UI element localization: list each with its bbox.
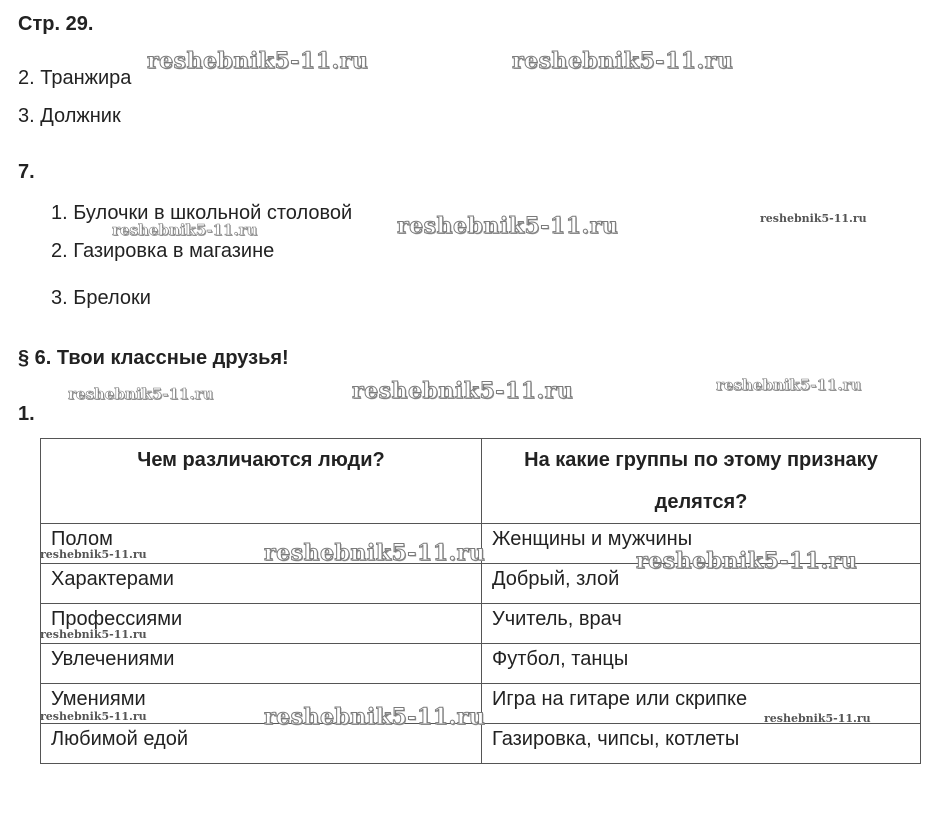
table-cell: Газировка, чипсы, котлеты xyxy=(482,724,921,764)
task-1-label: 1. xyxy=(18,403,35,425)
table-cell: Добрый, злой xyxy=(482,564,921,604)
list-item: 2. Транжира xyxy=(18,67,132,89)
watermark: reshebnik5-11.ru xyxy=(40,710,147,723)
watermark: reshebnik5-11.ru xyxy=(512,48,734,74)
table-cell: Характерами xyxy=(41,564,482,604)
watermark: reshebnik5-11.ru xyxy=(68,385,214,403)
page-heading: Стр. 29. xyxy=(18,13,94,35)
watermark: reshebnik5-11.ru xyxy=(147,48,369,74)
table-row xyxy=(41,724,921,764)
answers-table xyxy=(40,438,921,764)
table-row xyxy=(41,684,921,724)
table-cell: Женщины и мужчины xyxy=(482,524,921,564)
table-header-cell: На какие группы по этому признаку делятся? xyxy=(482,439,921,524)
task-7-item: 3. Брелоки xyxy=(51,287,151,309)
watermark: reshebnik5-11.ru xyxy=(764,712,871,725)
table-row xyxy=(41,604,921,644)
table-row xyxy=(41,564,921,604)
table-cell: Профессиями xyxy=(41,604,482,644)
table-row xyxy=(41,524,921,564)
watermark: reshebnik5-11.ru xyxy=(40,548,147,561)
watermark: reshebnik5-11.ru xyxy=(352,378,574,404)
table-cell: Учитель, врач xyxy=(482,604,921,644)
section-title: § 6. Твои классные друзья! xyxy=(18,347,289,369)
list-item: 3. Должник xyxy=(18,105,121,127)
table-cell: Умениями xyxy=(41,684,482,724)
watermark: reshebnik5-11.ru xyxy=(760,212,867,225)
table-cell: Любимой едой xyxy=(41,724,482,764)
table-row xyxy=(41,644,921,684)
watermark: reshebnik5-11.ru xyxy=(264,540,486,566)
watermark: reshebnik5-11.ru xyxy=(716,376,862,394)
task-7-label: 7. xyxy=(18,161,35,183)
table-header-cell: Чем различаются люди? xyxy=(41,439,482,524)
watermark: reshebnik5-11.ru xyxy=(264,704,486,730)
task-7-item: 1. Булочки в школьной столовой xyxy=(51,202,353,224)
table-cell: Футбол, танцы xyxy=(482,644,921,684)
table-cell: Игра на гитаре или скрипке xyxy=(482,684,921,724)
watermark: reshebnik5-11.ru xyxy=(40,628,147,641)
task-7-item: 2. Газировка в магазине xyxy=(51,240,275,262)
table-cell: Полом xyxy=(41,524,482,564)
table-cell: Увлечениями xyxy=(41,644,482,684)
watermark: reshebnik5-11.ru xyxy=(112,221,258,239)
watermark: reshebnik5-11.ru xyxy=(397,213,619,239)
watermark: reshebnik5-11.ru xyxy=(636,548,858,574)
table-header-row xyxy=(41,439,921,524)
